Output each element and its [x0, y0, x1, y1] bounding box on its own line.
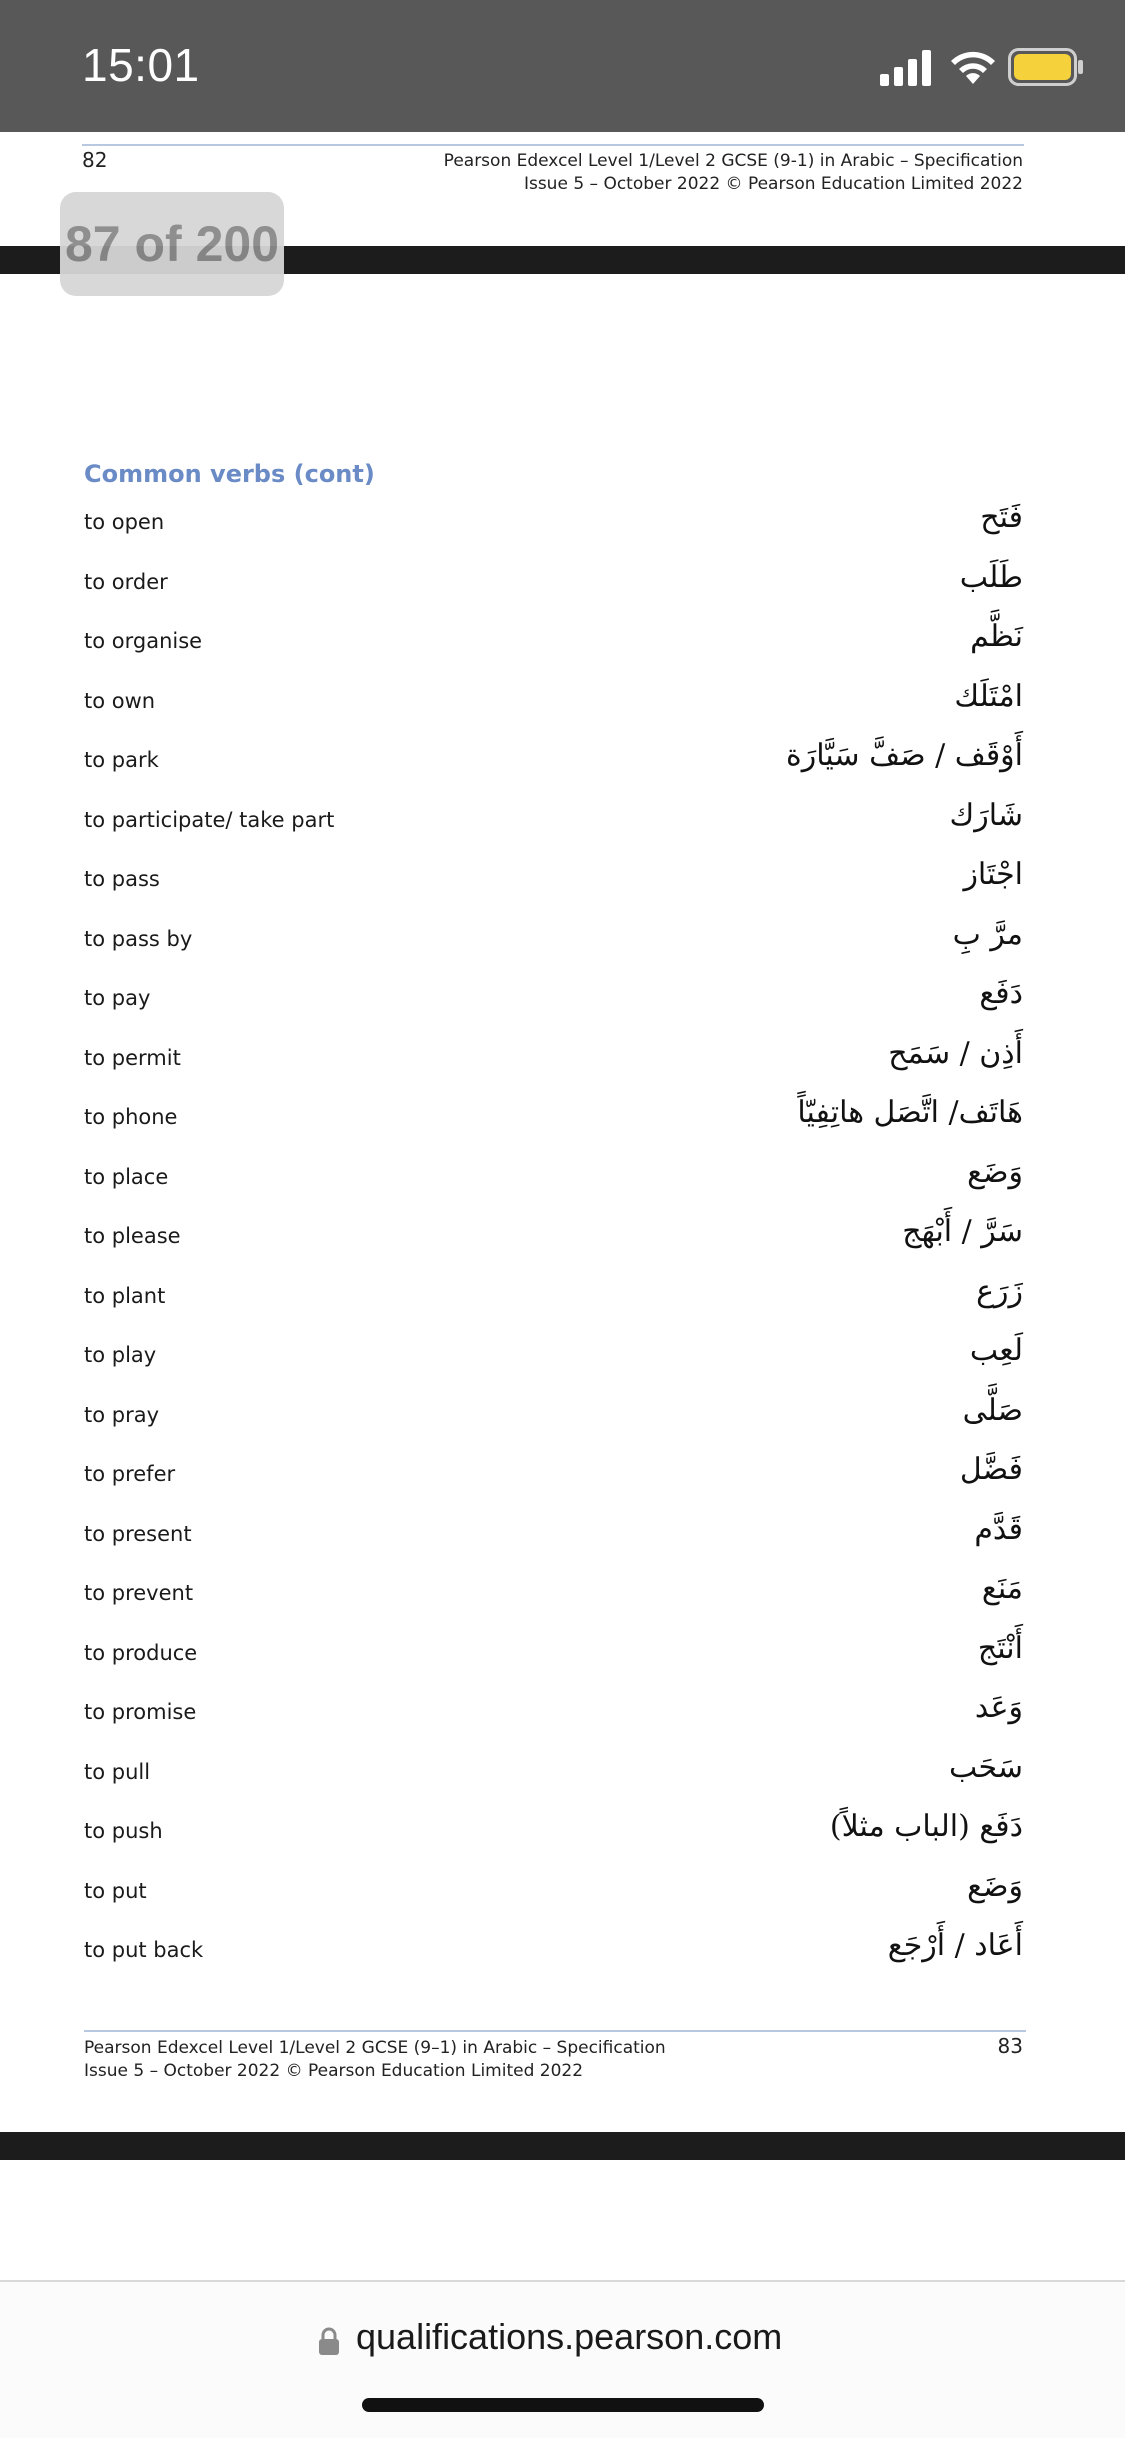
vocab-row: [0, 1512, 1125, 1562]
arabic-term: صَلَّى: [962, 1392, 1023, 1428]
header-rule: [82, 144, 1024, 146]
arabic-term: طَلَب: [959, 559, 1023, 595]
vocab-row: [0, 1333, 1125, 1383]
vocab-row: [0, 1750, 1125, 1800]
arabic-term: لَعِب: [969, 1333, 1023, 1368]
vocab-row: [0, 976, 1125, 1026]
english-term: to place: [84, 1164, 169, 1189]
vocab-row: [0, 1928, 1125, 1978]
arabic-term: أَنْتَج: [977, 1630, 1023, 1666]
url-text[interactable]: qualifications.pearson.com: [356, 2316, 783, 2357]
arabic-term: مَنَع: [981, 1571, 1023, 1606]
arabic-term: دَفَع (الباب مثلاً): [829, 1809, 1023, 1844]
vocab-row: [0, 1274, 1125, 1324]
english-term: to pass by: [84, 926, 193, 951]
arabic-term: أَوْقَف / صَفَّ سَيَّارَة: [786, 738, 1023, 773]
vocab-row: [0, 1809, 1125, 1859]
english-term: to participate/ take part: [84, 807, 335, 832]
arabic-term: وَعَد: [974, 1690, 1023, 1725]
page-divider: [0, 2132, 1125, 2160]
english-term: to put: [84, 1878, 147, 1903]
vocab-row: [0, 1631, 1125, 1681]
english-term: to prevent: [84, 1581, 194, 1605]
vocab-row: [0, 1571, 1125, 1621]
vocab-row: [0, 1214, 1125, 1264]
english-term: to pay: [84, 986, 151, 1010]
english-term: to plant: [84, 1283, 166, 1308]
english-term: to please: [84, 1224, 181, 1248]
previous-page-header-issue: Issue 5 – October 2022 © Pearson Education Limited 2022: [523, 174, 1023, 194]
arabic-term: مرَّ بِ: [952, 916, 1023, 952]
arabic-term: وَضَع: [967, 1868, 1023, 1904]
arabic-term: وَضَع: [967, 1154, 1023, 1190]
arabic-term: امْتَلَك: [954, 678, 1023, 714]
arabic-term: نَظَّم: [970, 619, 1023, 654]
footer-page-number: 83: [997, 2034, 1023, 2058]
arabic-term: فَضَّل: [959, 1452, 1023, 1487]
vocab-row: [0, 1452, 1125, 1502]
home-indicator[interactable]: [362, 2398, 764, 2412]
english-term: to own: [84, 688, 156, 713]
browser-address-bar[interactable]: [0, 2280, 1125, 2438]
english-term: to open: [84, 510, 165, 534]
vocab-row: [0, 1393, 1125, 1443]
vocab-row: [0, 1869, 1125, 1919]
arabic-term: سَحَب: [949, 1749, 1023, 1785]
cellular-signal-icon: [880, 50, 934, 86]
english-term: to pull: [84, 1759, 151, 1784]
english-term: to promise: [84, 1700, 197, 1724]
previous-page-number: 82: [82, 148, 108, 172]
battery-icon: [1008, 48, 1084, 86]
english-term: to organise: [84, 629, 203, 653]
english-term: to pray: [84, 1402, 160, 1427]
lock-icon: [318, 2326, 340, 2356]
arabic-term: شَارَك: [949, 797, 1023, 833]
arabic-term: اجْتَاز: [963, 857, 1023, 892]
footer-rule: [84, 2030, 1026, 2032]
vocab-row: [0, 1095, 1125, 1145]
vocab-row: [0, 917, 1125, 967]
arabic-term: قَدَّم: [974, 1511, 1023, 1547]
vocab-row: [0, 1155, 1125, 1205]
vocab-row: [0, 619, 1125, 669]
english-term: to order: [84, 569, 168, 594]
english-term: to pass: [84, 867, 160, 891]
vocab-row: [0, 857, 1125, 907]
english-term: to phone: [84, 1105, 178, 1129]
footer-issue: Issue 5 – October 2022 © Pearson Education Limited 2022: [84, 2061, 584, 2081]
vocab-row: [0, 560, 1125, 610]
arabic-term: أَعَاد / أَرْجَع: [887, 1928, 1023, 1963]
status-bar: [0, 0, 1125, 132]
arabic-term: زَرَع: [976, 1273, 1023, 1309]
arabic-term: دَفَع: [979, 976, 1023, 1011]
status-time: 15:01: [82, 39, 200, 91]
english-term: to play: [84, 1343, 157, 1367]
vocab-row: [0, 500, 1125, 550]
arabic-term: سَرَّ / أَبْهَج: [902, 1214, 1023, 1249]
english-term: to present: [84, 1521, 192, 1546]
vocab-row: [0, 738, 1125, 788]
wifi-icon: [948, 46, 998, 86]
english-term: to prefer: [84, 1462, 176, 1486]
english-term: to put back: [84, 1938, 204, 1962]
arabic-term: فَتَح: [980, 500, 1023, 535]
vocab-row: [0, 1690, 1125, 1740]
english-term: to permit: [84, 1045, 181, 1070]
english-term: to push: [84, 1819, 163, 1843]
vocab-row: [0, 1036, 1125, 1086]
english-term: to produce: [84, 1640, 198, 1665]
previous-page-header-title: Pearson Edexcel Level 1/Level 2 GCSE (9-1) in Arabic – Specification: [443, 151, 1023, 171]
page-counter-badge: 87 of 200: [60, 192, 284, 296]
footer-title: Pearson Edexcel Level 1/Level 2 GCSE (9–1) in Arabic – Specification: [84, 2038, 666, 2058]
arabic-term: أَذِن / سَمَح: [888, 1035, 1023, 1071]
arabic-term: هَاتَف/ اتَّصَل هاتِفِيّاً: [797, 1095, 1023, 1130]
vocab-row: [0, 679, 1125, 729]
english-term: to park: [84, 748, 159, 772]
vocab-row: [0, 798, 1125, 848]
section-heading: Common verbs (cont): [84, 460, 375, 488]
